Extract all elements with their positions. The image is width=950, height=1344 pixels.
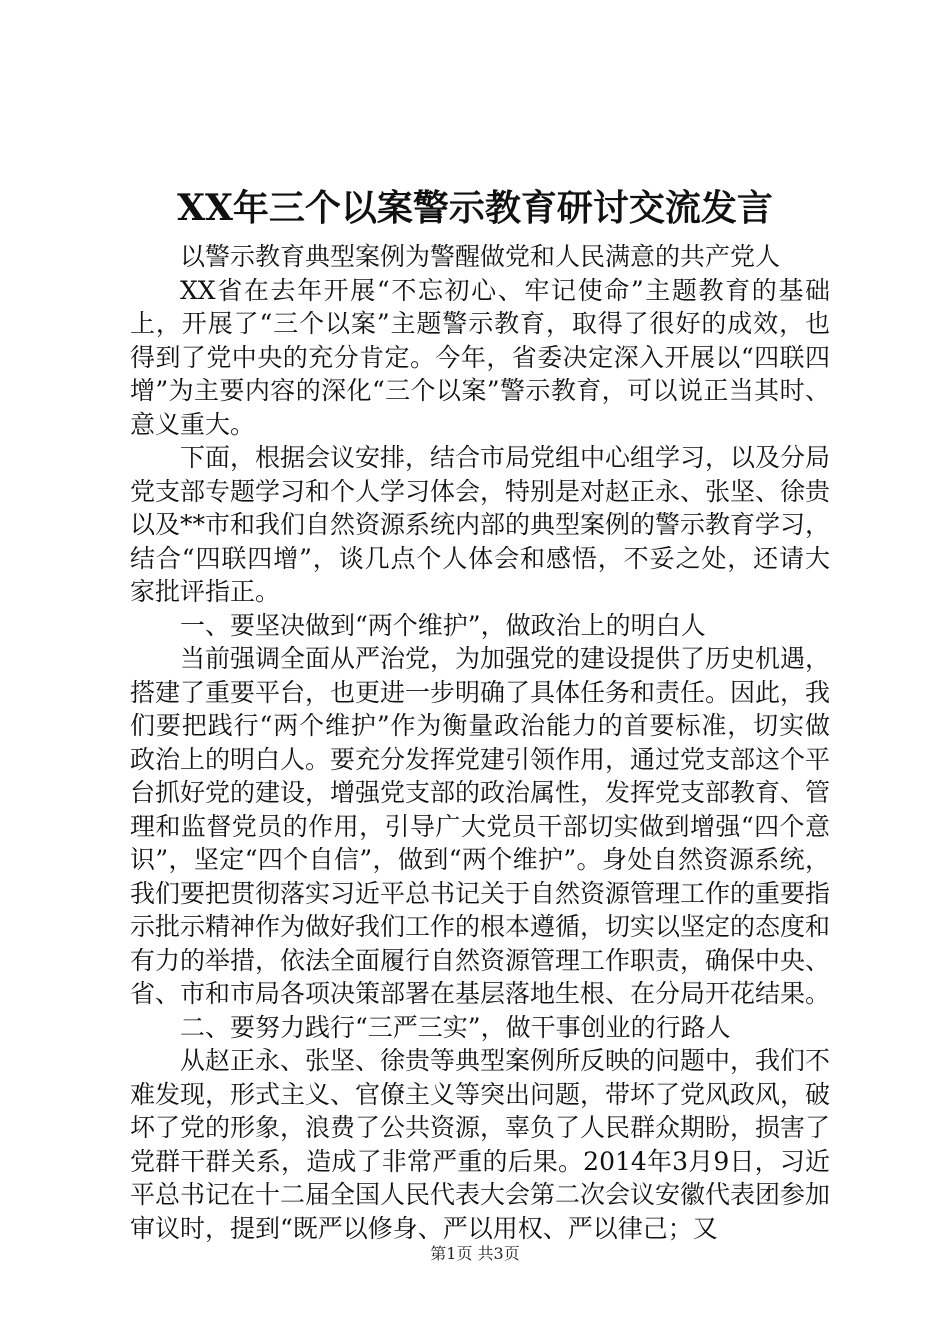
document-body — [130, 240, 830, 1245]
document-title: XX年三个以案警示教育研讨交流发言 — [177, 187, 773, 229]
section-heading-1: 一、要坚决做到“两个维护”，做政治上的明白人 — [180, 610, 706, 640]
page-footer: 第1页 共3页 — [430, 1244, 520, 1263]
section-heading-2: 二、要努力践行“三严三实”，做干事创业的行路人 — [180, 1012, 731, 1042]
paragraph-section-2: 从赵正永、张坚、徐贵等典型案例所反映的问题中，我们不难发现，形式主义、官僚主义等突出问题，带坏了党风政风，破坏了党的形象，浪费了公共资源，辜负了人民群众期盼，损害了党群干群关系，造成了非常严重的后果。2014年3月9日，习近平总书记在十二届全国人民代表大会第二次会议安徽代表团参加审议时，提到“既严以修身、严以用权、严以律己；又 — [130, 1046, 831, 1243]
paragraph-outline: 下面，根据会议安排，结合市局党组中心组学习，以及分局党支部专题学习和个人学习体会，特别是对赵正永、张坚、徐贵以及**市和我们自然资源系统内部的典型案例的警示教育学习，结合“四联四增”，谈几点个人体会和感悟，不妥之处，还请大家批评指正。 — [130, 443, 831, 606]
paragraph-subtitle: 以警示教育典型案例为警醒做党和人民满意的共产党人 — [180, 242, 781, 271]
paragraph-intro: XX省在去年开展“不忘初心、牢记使命”主题教育的基础上，开展了“三个以案”主题警示教育，取得了很好的成效，也得到了党中央的充分肯定。今年，省委决定深入开展以“四联四增”为主要内容的深化“三个以案”警示教育，可以说正当其时、意义重大。 — [130, 275, 830, 439]
paragraph-section-1: 当前强调全面从严治党，为加强党的建设提供了历史机遇，搭建了重要平台，也更进一步明确了具体任务和责任。因此，我们要把践行“两个维护”作为衡量政治能力的首要标准，切实做政治上的明白人。要充分发挥党建引领作用，通过党支部这个平台抓好党的建设，增强党支部的政治属性，发挥党支部教育、管理和监督党员的作用，引导广大党员干部切实做到增强“四个意识”，坚定“四个自信”，做到“两个维护”。身处自然资源系统，我们要把贯彻落实习近平总书记关于自然资源管理工作的重要指示批示精神作为做好我们工作的根本遵循，切实以坚定的态度和有力的举措，依法全面履行自然资源管理工作职责，确保中央、省、市和市局各项决策部署在基层落地生根、在分局开花结果。 — [130, 644, 831, 1008]
